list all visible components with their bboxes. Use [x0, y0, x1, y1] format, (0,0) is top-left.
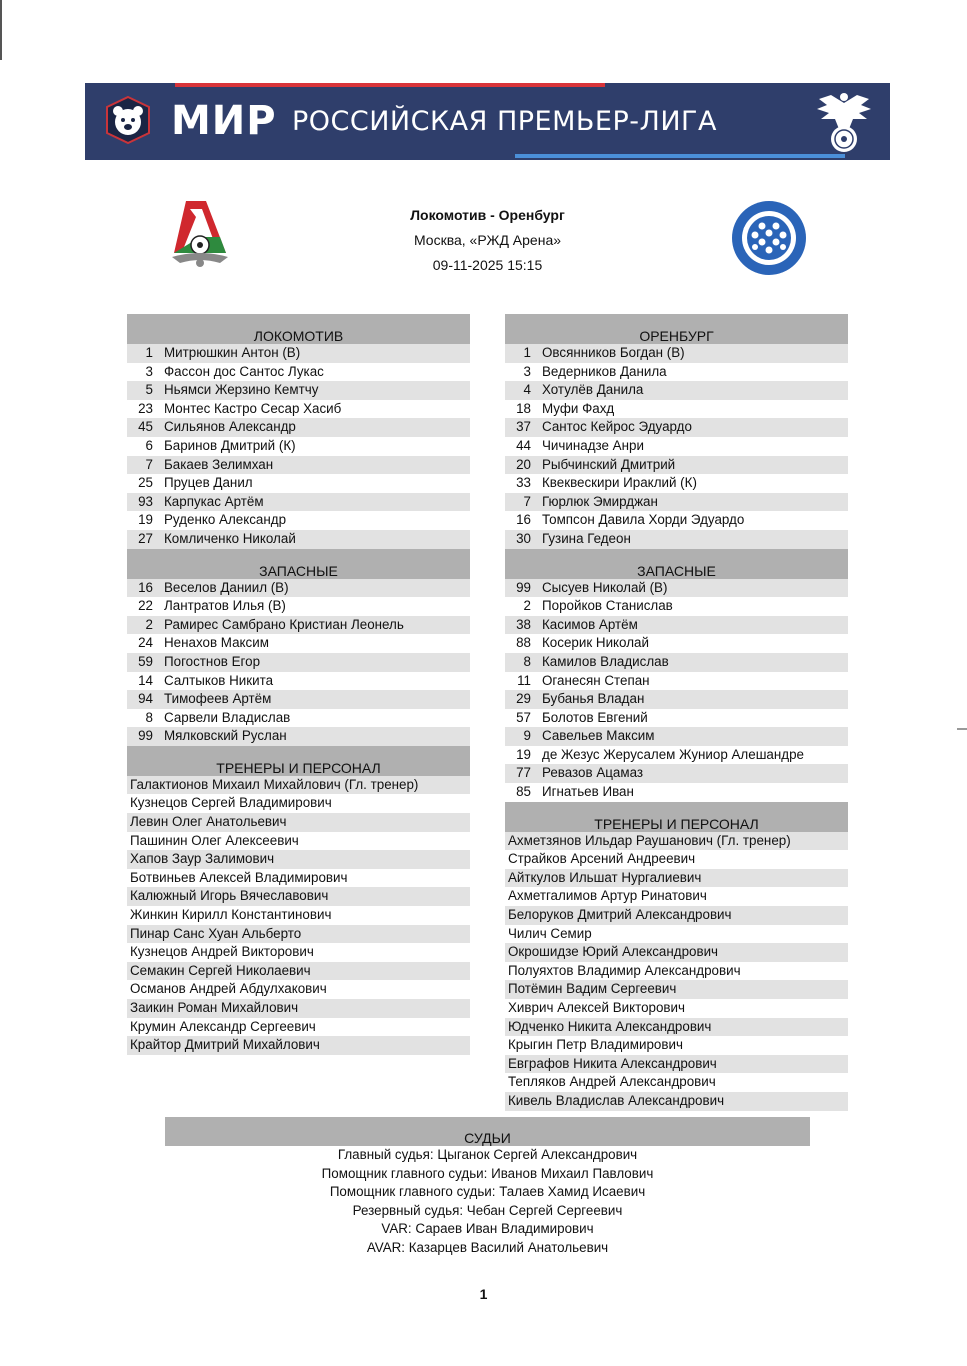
team-header	[505, 314, 848, 344]
brand-logo: МИР	[171, 98, 277, 144]
staff-row	[127, 869, 470, 888]
player-row	[127, 530, 470, 549]
player-number: 19	[516, 746, 531, 762]
referee-line: VAR: Сараев Иван Владимирович	[381, 1221, 594, 1237]
player-name: Монтес Кастро Сесар Хасиб	[164, 400, 342, 416]
referee-line: Помощник главного судьи: Талаев Хамид Исаевич	[329, 1184, 646, 1200]
player-number: 38	[516, 616, 531, 632]
staff-name: Кивель Владислав Александрович	[508, 1092, 725, 1108]
player-row	[127, 456, 470, 475]
staff-row	[127, 776, 470, 795]
staff-name: Ахметзянов Ильдар Раушанович (Гл. тренер)	[508, 832, 791, 848]
player-name: Пруцев Данил	[164, 475, 253, 491]
player-name: Сильянов Александр	[164, 419, 296, 435]
staff-row	[127, 887, 470, 906]
player-name: Камилов Владислав	[542, 653, 669, 669]
staff-name: Белоруков Дмитрий Александрович	[508, 907, 732, 923]
staff-name: Пинар Санс Хуан Альберто	[130, 925, 302, 941]
player-number: 1	[523, 345, 531, 360]
player-number: 4	[523, 382, 531, 398]
staff-header	[127, 746, 470, 776]
sub-row	[505, 690, 848, 709]
player-number: 23	[138, 400, 153, 416]
player-number: 57	[516, 709, 531, 725]
player-number: 44	[516, 437, 531, 453]
player-number: 20	[516, 456, 531, 472]
player-row	[505, 530, 848, 549]
player-number: 99	[138, 728, 153, 744]
staff-row	[127, 943, 470, 962]
staff-name: Тепляков Андрей Александрович	[508, 1074, 716, 1090]
staff-title: ТРЕНЕРЫ И ПЕРСОНАЛ	[594, 815, 759, 832]
staff-name: Левин Олег Анатольевич	[130, 814, 287, 830]
staff-row	[505, 906, 848, 925]
player-row	[505, 400, 848, 419]
staff-name: Кузнецов Сергей Владимирович	[130, 795, 332, 811]
subs-title: ЗАПАСНЫЕ	[259, 562, 338, 579]
player-name: Салтыков Никита	[164, 672, 274, 688]
player-row	[127, 493, 470, 512]
sub-row	[505, 616, 848, 635]
player-number: 19	[138, 512, 153, 528]
player-name: Тимофеев Артём	[164, 691, 272, 707]
sub-row	[505, 746, 848, 765]
player-row	[127, 381, 470, 400]
sub-row	[127, 616, 470, 635]
player-name: Рыбчинский Дмитрий	[542, 456, 676, 472]
player-number: 24	[138, 635, 153, 651]
player-row	[505, 437, 848, 456]
staff-name: Евграфов Никита Александрович	[508, 1055, 717, 1071]
staff-row	[127, 813, 470, 832]
player-name: Касимов Артём	[542, 616, 638, 632]
staff-name: Ахметгалимов Артур Ринатович	[508, 888, 707, 904]
player-name: Оганесян Степан	[542, 672, 650, 688]
match-teams: Локомотив - Оренбург	[410, 207, 565, 223]
staff-row	[127, 1036, 470, 1055]
staff-row	[505, 999, 848, 1018]
player-name: Лантратов Илья (В)	[164, 598, 286, 614]
staff-name: Заикин Роман Михайлович	[130, 1000, 299, 1015]
player-name: Сантос Кейрос Эдуардо	[542, 419, 692, 435]
player-row	[505, 418, 848, 437]
home-team-column	[127, 314, 470, 1055]
player-name: Игнатьев Иван	[542, 784, 634, 800]
player-name: Гюрлюк Эмирджан	[542, 493, 658, 509]
referee-line: Помощник главного судьи: Иванов Михаил Павлович	[321, 1165, 654, 1181]
staff-row	[127, 794, 470, 813]
player-row	[127, 474, 470, 493]
staff-name: Пашинин Олег Алексеевич	[130, 832, 299, 848]
staff-row	[505, 943, 848, 962]
staff-row	[505, 925, 848, 944]
player-name: Савельев Максим	[542, 728, 655, 744]
staff-name: Потёмин Вадим Сергеевич	[508, 981, 677, 997]
player-name: Фассон дос Сантос Лукас	[164, 363, 324, 379]
banner-red-stripe	[175, 83, 605, 87]
match-venue: Москва, «РЖД Арена»	[413, 232, 562, 248]
staff-row	[505, 850, 848, 869]
player-number: 2	[145, 616, 153, 632]
eagle-emblem-icon	[813, 89, 875, 157]
subs-header	[127, 549, 470, 579]
sub-row	[505, 727, 848, 746]
sub-row	[505, 634, 848, 653]
player-number: 18	[516, 400, 531, 416]
player-number: 22	[138, 598, 153, 614]
staff-name: Айткулов Ильшат Нургалиевич	[508, 869, 702, 885]
player-row	[505, 363, 848, 382]
page-number: 1	[479, 1286, 488, 1302]
staff-name: Кузнецов Андрей Викторович	[130, 944, 314, 960]
staff-row	[127, 850, 470, 869]
subs-header	[505, 549, 848, 579]
player-row	[127, 344, 470, 363]
staff-row	[127, 980, 470, 999]
player-row	[505, 474, 848, 493]
player-number: 25	[138, 475, 153, 491]
player-row	[127, 511, 470, 530]
staff-title: ТРЕНЕРЫ И ПЕРСОНАЛ	[216, 759, 381, 776]
player-row	[505, 344, 848, 363]
player-number: 9	[523, 728, 531, 744]
player-name: Комличенко Николай	[164, 530, 296, 546]
player-row	[505, 511, 848, 530]
staff-name: Ботвиньев Алексей Владимирович	[130, 869, 348, 885]
scan-edge	[0, 0, 2, 60]
sub-row	[505, 783, 848, 802]
player-name: де Жезус Жерусалем Жуниор Алешандре	[542, 746, 804, 762]
player-name: Бакаев Зелимхан	[164, 456, 274, 472]
referees-section	[165, 1117, 810, 1258]
player-name: Рамирес Самбрано Кристиан Леонель	[164, 616, 404, 632]
staff-row	[505, 1018, 848, 1037]
staff-row	[505, 887, 848, 906]
player-name: Муфи Фахд	[542, 400, 615, 416]
player-row	[127, 418, 470, 437]
team-name: ЛОКОМОТИВ	[253, 328, 344, 344]
staff-header	[505, 802, 848, 832]
away-team-column	[505, 314, 848, 1111]
player-name: Ньямси Жерзино Кемтчу	[164, 382, 319, 398]
player-row	[127, 437, 470, 456]
player-number: 16	[516, 512, 531, 528]
player-name: Митрюшкин Антон (В)	[164, 345, 301, 360]
player-name: Чичинадзе Анри	[542, 437, 644, 453]
player-name: Гузина Гедеон	[542, 530, 631, 546]
referees-header	[165, 1117, 810, 1146]
player-number: 14	[138, 672, 153, 688]
player-name: Сысуев Николай (В)	[542, 579, 668, 595]
player-row	[505, 456, 848, 475]
player-number: 93	[138, 493, 153, 509]
player-name: Ненахов Максим	[164, 635, 269, 651]
player-number: 88	[516, 635, 531, 651]
player-name: Квеквескири Ираклий (К)	[542, 475, 697, 491]
player-number: 94	[138, 691, 153, 707]
staff-name: Крыгин Петр Владимирович	[508, 1037, 683, 1053]
player-row	[127, 400, 470, 419]
staff-row	[127, 832, 470, 851]
referee-line: Резервный судья: Чебан Сергей Сергеевич	[352, 1202, 623, 1218]
player-name: Мялковский Руслан	[164, 728, 287, 744]
staff-row	[505, 1036, 848, 1055]
staff-row	[127, 999, 470, 1018]
sub-row	[505, 672, 848, 691]
referee-line: AVAR: Казарцев Василий Анатольевич	[366, 1239, 609, 1255]
player-name: Карпукас Артём	[164, 493, 264, 509]
team-header	[127, 314, 470, 344]
staff-name: Крайтор Дмитрий Михайлович	[130, 1037, 320, 1053]
staff-name: Семакин Сергей Николаевич	[130, 962, 311, 978]
staff-name: Галактионов Михаил Михайлович (Гл. тренер)	[130, 776, 419, 792]
player-number: 3	[145, 363, 153, 379]
player-name: Ведерников Данила	[542, 363, 667, 379]
player-number: 7	[145, 456, 153, 472]
player-number: 1	[145, 345, 153, 360]
player-name: Руденко Александр	[164, 512, 287, 528]
referees-title: СУДЬИ	[464, 1130, 511, 1146]
sub-row	[505, 579, 848, 598]
player-number: 29	[516, 691, 531, 707]
team-name: ОРЕНБУРГ	[639, 328, 714, 344]
staff-name: Османов Андрей Абдулхакович	[130, 981, 327, 997]
player-number: 27	[138, 530, 153, 546]
staff-row	[127, 925, 470, 944]
player-name: Погостнов Егор	[164, 653, 261, 669]
staff-row	[505, 832, 848, 851]
player-number: 8	[145, 709, 153, 725]
staff-name: Жинкин Кирилл Константинович	[130, 907, 332, 923]
match-datetime: 09-11-2025 15:15	[432, 257, 543, 273]
sub-row	[505, 709, 848, 728]
staff-name: Чилич Семир	[508, 925, 592, 941]
sub-row	[127, 690, 470, 709]
referee-line: Главный судья: Цыганок Сергей Александрович	[337, 1147, 638, 1162]
staff-row	[505, 1092, 848, 1111]
player-number: 85	[516, 784, 531, 800]
player-name: Болотов Евгений	[542, 709, 648, 725]
player-name: Хотулёв Данила	[542, 382, 644, 398]
staff-row	[127, 962, 470, 981]
staff-row	[505, 869, 848, 888]
player-number: 3	[523, 363, 531, 379]
player-number: 30	[516, 530, 531, 546]
player-number: 8	[523, 653, 531, 669]
player-name: Томпсон Давила Хорди Эдуардо	[542, 512, 745, 528]
player-number: 7	[523, 493, 531, 509]
player-name: Веселов Даниил (В)	[164, 579, 289, 595]
league-title: РОССИЙСКАЯ ПРЕМЬЕР-ЛИГА	[292, 106, 717, 137]
banner-blue-stripe	[515, 154, 845, 158]
sub-row	[127, 579, 470, 598]
sub-row	[127, 634, 470, 653]
player-number: 16	[138, 579, 153, 595]
player-name: Баринов Дмитрий (К)	[164, 437, 296, 453]
sub-row	[505, 764, 848, 783]
staff-row	[505, 1055, 848, 1074]
player-number: 59	[138, 653, 153, 669]
player-row	[505, 493, 848, 512]
player-name: Овсянников Богдан (В)	[542, 345, 685, 360]
league-banner	[85, 83, 890, 160]
player-name: Ревазов Ацамаз	[542, 765, 644, 781]
player-number: 45	[138, 419, 153, 435]
player-number: 33	[516, 475, 531, 491]
player-row	[505, 381, 848, 400]
orenburg-crest-icon	[730, 199, 808, 277]
player-number: 37	[516, 419, 531, 435]
player-row	[127, 363, 470, 382]
player-number: 6	[145, 437, 153, 453]
sub-row	[127, 597, 470, 616]
player-name: Бубанья Владан	[542, 691, 645, 707]
player-name: Сарвели Владислав	[164, 709, 291, 725]
staff-name: Хиврич Алексей Викторович	[508, 1000, 686, 1015]
player-number: 77	[516, 765, 531, 781]
staff-name: Окрошидзе Юрий Александрович	[508, 944, 719, 960]
player-number: 5	[145, 382, 153, 398]
sub-row	[127, 672, 470, 691]
staff-row	[127, 1018, 470, 1037]
staff-name: Калюжный Игорь Вячеславович	[130, 888, 329, 904]
staff-name: Юдченко Никита Александрович	[508, 1018, 712, 1034]
staff-name: Хапов Заур Залимович	[130, 851, 275, 867]
sub-row	[127, 709, 470, 728]
staff-name: Полуяхтов Владимир Александрович	[508, 962, 741, 978]
sub-row	[505, 653, 848, 672]
scan-mark	[957, 728, 967, 730]
referees-list	[165, 1146, 810, 1258]
staff-name: Крумин Александр Сергеевич	[130, 1018, 316, 1034]
staff-row	[127, 906, 470, 925]
bear-icon	[103, 95, 153, 145]
lokomotiv-crest-icon	[168, 197, 232, 271]
player-name: Поройков Станислав	[542, 598, 673, 614]
sub-row	[127, 727, 470, 746]
staff-row	[505, 980, 848, 999]
player-name: Косерик Николай	[542, 635, 649, 651]
subs-title: ЗАПАСНЫЕ	[637, 562, 716, 579]
sub-row	[505, 597, 848, 616]
player-number: 99	[516, 579, 531, 595]
staff-row	[505, 1073, 848, 1092]
staff-row	[505, 962, 848, 981]
sub-row	[127, 653, 470, 672]
staff-name: Страйков Арсений Андреевич	[508, 851, 696, 867]
player-number: 11	[517, 672, 531, 688]
player-number: 2	[523, 598, 531, 614]
